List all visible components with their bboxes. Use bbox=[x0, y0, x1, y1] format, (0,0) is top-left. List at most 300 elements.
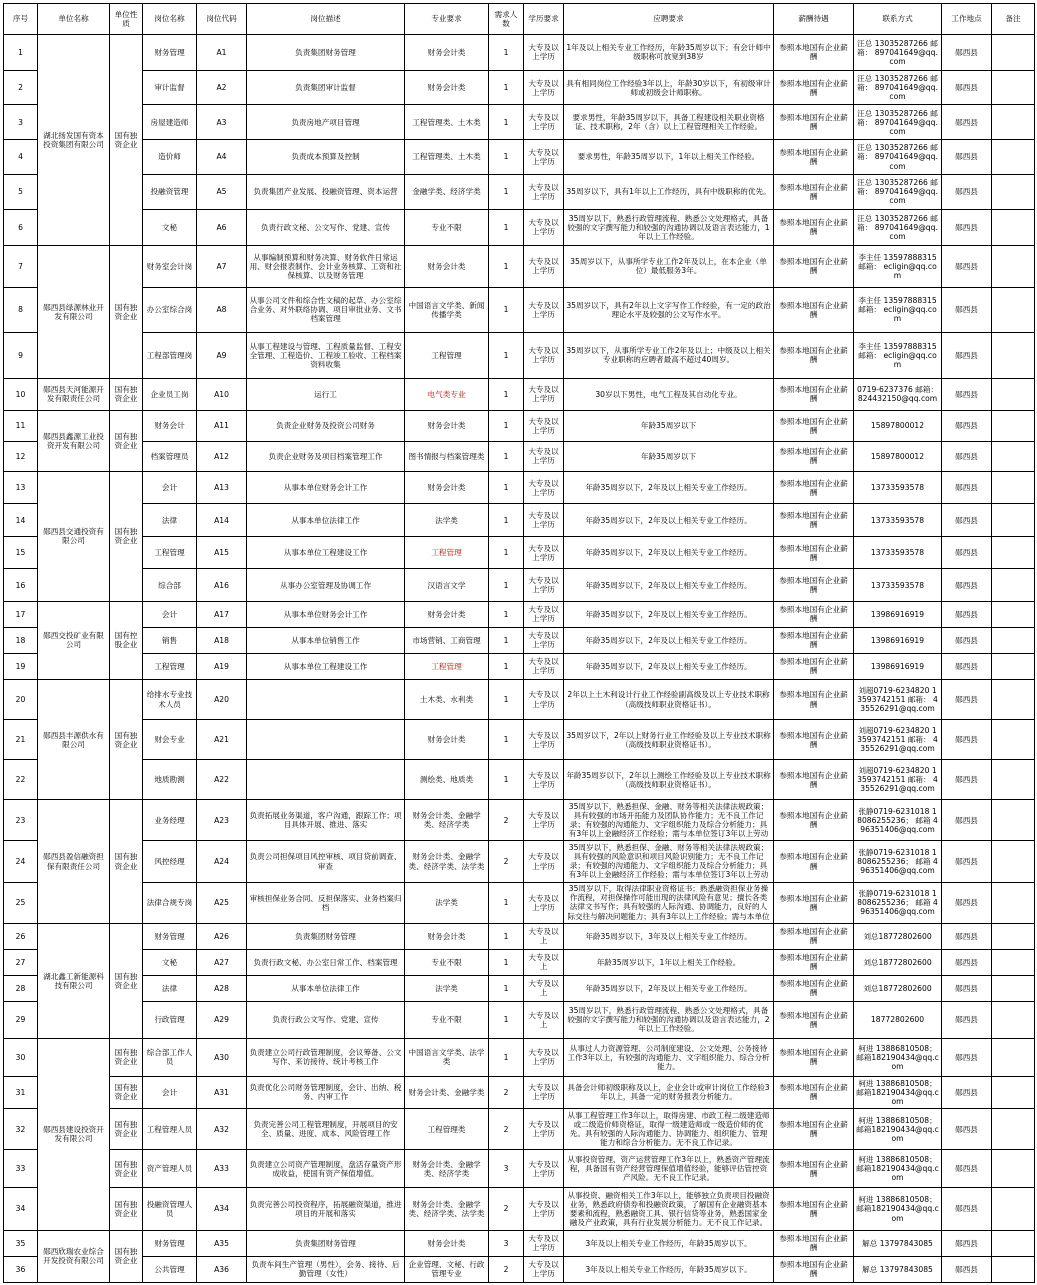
position-desc: 负责行政公文写作、党建、宣传 bbox=[247, 1001, 405, 1038]
unit-name: 郧西县天河能源开发有限责任公司 bbox=[38, 378, 110, 411]
unit-nature: 国有独资企业 bbox=[110, 1230, 143, 1282]
headcount: 1 bbox=[489, 923, 524, 949]
education: 大专及以上学历 bbox=[524, 35, 564, 71]
headcount: 1 bbox=[489, 949, 524, 975]
header-pay: 薪酬待遇 bbox=[774, 4, 854, 35]
headcount: 2 bbox=[489, 841, 524, 882]
header-edu: 学历要求 bbox=[524, 4, 564, 35]
unit-nature: 国有独资企业 bbox=[110, 679, 143, 799]
position-desc: 从事公司文件和综合性文稿的起草、办公室综合业务、对外联络协调、项目审批业务、文书档案管理 bbox=[247, 287, 405, 333]
position-desc: 从事办公室管理及协调工作 bbox=[247, 569, 405, 602]
position-desc: 负责完善公司投资程序，拓展融资渠道，推进项目的开展和落实 bbox=[247, 1188, 405, 1230]
unit-name: 郧西县鑫源工业投资开发有限公司 bbox=[38, 411, 110, 472]
major-requirement: 金融学类、经济学类 bbox=[405, 174, 489, 209]
salary: 参照本地国有企业薪酬 bbox=[774, 760, 854, 800]
education: 大专及以上 bbox=[524, 923, 564, 949]
application-requirement: 年龄35周岁以下，3年及以上相关专业工作经历。 bbox=[564, 923, 774, 949]
application-requirement: 年龄35周岁以下，2年及以上相关专业工作经历。 bbox=[564, 653, 774, 679]
position-code: A1 bbox=[197, 35, 247, 71]
contact-info: 13986916919 bbox=[854, 627, 942, 653]
contact-info: 汪总 13035287266 邮箱： 897041649@qq.com bbox=[854, 35, 942, 71]
headcount: 1 bbox=[489, 504, 524, 537]
education: 大专及以上学历 bbox=[524, 1188, 564, 1230]
headcount: 1 bbox=[489, 760, 524, 800]
major-requirement: 财务会计类、金融学类 bbox=[405, 1076, 489, 1109]
unit-nature: 国有独资企业 bbox=[110, 1150, 143, 1188]
education: 大专及以上 bbox=[524, 949, 564, 975]
major-requirement: 法学类 bbox=[405, 975, 489, 1001]
education: 大专及以上学历 bbox=[524, 627, 564, 653]
position-name: 造价师 bbox=[143, 140, 197, 175]
contact-info: 0719-6237376 邮箱： 824432150@qq.com bbox=[854, 378, 942, 411]
application-requirement: 年龄35周岁以下，2年及以上相关专业工作经历。 bbox=[564, 471, 774, 504]
major-requirement: 工程管理 bbox=[405, 653, 489, 679]
table-row bbox=[4, 35, 1035, 71]
application-requirement: 要求男性，年龄35周岁以下，1年以上相关工作经验。 bbox=[564, 140, 774, 175]
major-requirement: 财务会计类 bbox=[405, 70, 489, 105]
position-code: A23 bbox=[197, 800, 247, 841]
salary: 参照本地国有企业薪酬 bbox=[774, 923, 854, 949]
row-number: 23 bbox=[4, 800, 38, 841]
row-number: 16 bbox=[4, 569, 38, 602]
unit-name: 郧西县盈信融资担保有限责任公司 bbox=[38, 800, 110, 924]
position-name: 会计 bbox=[143, 1076, 197, 1109]
application-requirement: 具备会计师初级职称及以上，企业会计或审计岗位工作经验3年以上，具备一定的财务报表分析能力。 bbox=[564, 1076, 774, 1109]
work-location: 郧西县 bbox=[942, 800, 992, 841]
position-desc: 负责集团财务管理 bbox=[247, 1230, 405, 1256]
position-code: A5 bbox=[197, 174, 247, 209]
salary: 参照本地国有企业薪酬 bbox=[774, 105, 854, 140]
position-code: A18 bbox=[197, 627, 247, 653]
work-location: 郧西县 bbox=[942, 569, 992, 602]
table-row bbox=[4, 174, 1035, 209]
application-requirement: 35周岁以下，从事所学专业工作2年及以上；中级及以上相关专业职称的应聘者最高不超过40周岁。 bbox=[564, 333, 774, 379]
row-number: 13 bbox=[4, 471, 38, 504]
position-desc: 从事本单位工程建设工作 bbox=[247, 536, 405, 569]
application-requirement: 35周岁以下，熟悉行政管理流程、熟悉公文处理格式，具备较强的文字撰写能力和较强的沟通协调以及语言表达能力，1年以上工作经验。 bbox=[564, 209, 774, 246]
row-number: 29 bbox=[4, 1001, 38, 1038]
position-name: 给排水专业技术人员 bbox=[143, 679, 197, 719]
position-desc: 从事本单位法律工作 bbox=[247, 504, 405, 537]
application-requirement: 1年及以上相关专业工作经历，年龄35周岁以下；有会计师中级职称可放宽到38岁 bbox=[564, 35, 774, 71]
remarks bbox=[992, 627, 1035, 653]
application-requirement bbox=[564, 800, 774, 841]
contact-info: 李主任 13597888315 邮箱： ecligin@qq.com bbox=[854, 246, 942, 287]
work-location: 郧西县 bbox=[942, 949, 992, 975]
position-name: 风控经理 bbox=[143, 841, 197, 882]
salary: 参照本地国有企业薪酬 bbox=[774, 841, 854, 882]
row-number: 31 bbox=[4, 1076, 38, 1109]
contact-info: 刘总18772802600 bbox=[854, 923, 942, 949]
unit-nature: 国有独资企业 bbox=[110, 1188, 143, 1230]
header-no: 序号 bbox=[4, 4, 38, 35]
position-desc: 负责优化公司财务管理制度，会计、出纳、税务、内审工作 bbox=[247, 1076, 405, 1109]
table-row bbox=[4, 800, 1035, 841]
header-position: 岗位名称 bbox=[143, 4, 197, 35]
headcount: 2 bbox=[489, 1188, 524, 1230]
contact-info: 汪总 13035287266 邮箱： 897041649@qq.com bbox=[854, 140, 942, 175]
remarks bbox=[992, 378, 1035, 411]
major-requirement: 专业不限 bbox=[405, 1001, 489, 1038]
education: 大专及以上学历 bbox=[524, 536, 564, 569]
unit-nature: 国有独资企业 bbox=[110, 800, 143, 924]
position-desc: 负责企业财务及项目档案管理工作 bbox=[247, 441, 405, 471]
application-requirement: 2年以上土木利设计行业工作经验副高级及以上专业技术职称（高级技师职业资格证书）。 bbox=[564, 679, 774, 719]
row-number: 36 bbox=[4, 1256, 38, 1282]
remarks bbox=[992, 333, 1035, 379]
application-requirement: 35周岁以下，熟悉行政管理流程、熟悉公文处理格式，具备较强的文字撰写能力和较强的沟通协调以及语言表达能力，2年以上工作经验。 bbox=[564, 1001, 774, 1038]
salary: 参照本地国有企业薪酬 bbox=[774, 1230, 854, 1256]
application-requirement: 年龄35周岁以下，2年以上测绘工作经验及以上专业技术职称（高级技师职业资格证书）。 bbox=[564, 760, 774, 800]
row-number: 5 bbox=[4, 174, 38, 209]
education: 大专及以上学历 bbox=[524, 209, 564, 246]
position-code: A10 bbox=[197, 378, 247, 411]
salary: 参照本地国有企业薪酬 bbox=[774, 209, 854, 246]
position-name: 企业员工岗 bbox=[143, 378, 197, 411]
remarks bbox=[992, 1188, 1035, 1230]
position-name: 工程管理人员 bbox=[143, 1109, 197, 1150]
unit-nature: 国有独资企业 bbox=[110, 1038, 143, 1076]
position-desc: 从事本单位法律工作 bbox=[247, 975, 405, 1001]
salary: 参照本地国有企业薪酬 bbox=[774, 1150, 854, 1188]
position-code: A34 bbox=[197, 1188, 247, 1230]
table-row bbox=[4, 471, 1035, 504]
position-code: A33 bbox=[197, 1150, 247, 1188]
row-number: 28 bbox=[4, 975, 38, 1001]
education: 大专及以上 bbox=[524, 975, 564, 1001]
remarks bbox=[992, 209, 1035, 246]
row-number: 26 bbox=[4, 923, 38, 949]
row-number: 14 bbox=[4, 504, 38, 537]
row-number: 21 bbox=[4, 720, 38, 760]
contact-info: 13986916919 bbox=[854, 653, 942, 679]
application-requirement: 年龄35周岁以下，1年以上相关工作经验。 bbox=[564, 949, 774, 975]
remarks bbox=[992, 504, 1035, 537]
unit-name: 郧西交投矿业有限公司 bbox=[38, 601, 110, 679]
position-desc bbox=[247, 760, 405, 800]
education: 大专及以上学历 bbox=[524, 174, 564, 209]
application-requirement: 年龄35周岁以下，2年及以上相关专业工作经历。 bbox=[564, 975, 774, 1001]
major-requirement: 专业不限 bbox=[405, 949, 489, 975]
position-desc: 负责行政文秘、公文写作、党建、宣传 bbox=[247, 209, 405, 246]
education: 大专及以上学历 bbox=[524, 1150, 564, 1188]
headcount: 2 bbox=[489, 1076, 524, 1109]
header-contact: 联系方式 bbox=[854, 4, 942, 35]
remarks bbox=[992, 720, 1035, 760]
row-number: 33 bbox=[4, 1150, 38, 1188]
contact-info: 柯进 13886810508； 邮箱182190434@qq.com bbox=[854, 1076, 942, 1109]
position-name: 会计 bbox=[143, 471, 197, 504]
education: 大专及以上学历 bbox=[524, 287, 564, 333]
position-name: 投融资管理 bbox=[143, 174, 197, 209]
education: 大专及以上 bbox=[524, 1001, 564, 1038]
headcount: 3 bbox=[489, 1150, 524, 1188]
recruitment-table bbox=[3, 3, 1035, 1283]
salary: 参照本地国有企业薪酬 bbox=[774, 569, 854, 602]
work-location: 郧西县 bbox=[942, 35, 992, 71]
position-desc: 负责完善公司工程管理制度，开展项目的安全、质量、进度、成本、风险管理工作 bbox=[247, 1109, 405, 1150]
table-row bbox=[4, 1076, 1035, 1109]
major-requirement: 法学类 bbox=[405, 882, 489, 923]
position-desc: 负责拓展业务渠道，客户沟通，跟踪工作；项目具体开展、推进、落实 bbox=[247, 800, 405, 841]
application-requirement: 30岁以下男性，电气工程及其自动化专业。 bbox=[564, 378, 774, 411]
headcount: 1 bbox=[489, 679, 524, 719]
table-row bbox=[4, 1188, 1035, 1230]
work-location: 郧西县 bbox=[942, 1076, 992, 1109]
table-row bbox=[4, 679, 1035, 719]
position-code: A22 bbox=[197, 760, 247, 800]
application-requirement-text: 从事投资、融资相关工作3年以上，能够独立负责项目投融资业务，熟悉政府债券和投融资政策，了解国有企业融资基本要素和流程，熟悉融资工具、银行信贷等业务，熟悉国家金融及产业政策，具有行业发展分析能力。无不良工作记录。 bbox=[567, 1190, 770, 1228]
headcount: 1 bbox=[489, 246, 524, 287]
position-code: A21 bbox=[197, 720, 247, 760]
position-code: A29 bbox=[197, 1001, 247, 1038]
contact-info: 13733593578 bbox=[854, 569, 942, 602]
work-location: 郧西县 bbox=[942, 760, 992, 800]
position-desc: 负责车间生产管理（男性），会务、接待、后勤管理（女性） bbox=[247, 1256, 405, 1282]
salary: 参照本地国有企业薪酬 bbox=[774, 1001, 854, 1038]
position-name: 行政管理 bbox=[143, 1001, 197, 1038]
application-requirement: 要求男性，年龄35周岁以下，具备工程建设相关职业资格证、技术职称，2年（含）以上工程管理相关工作经验。 bbox=[564, 105, 774, 140]
contact-info: 张静0719-6231018 18086255236； 邮箱 496351406@qq.com bbox=[854, 800, 942, 841]
contact-info: 刘超0719-6234820 13593742151 邮箱： 435526291@qq.com bbox=[854, 760, 942, 800]
row-number: 17 bbox=[4, 601, 38, 627]
major-requirement: 专业不限 bbox=[405, 209, 489, 246]
work-location: 郧西县 bbox=[942, 246, 992, 287]
headcount: 1 bbox=[489, 601, 524, 627]
position-desc: 从事本单位销售工作 bbox=[247, 627, 405, 653]
application-requirement-text: 35周岁以下，熟悉担保、金融、财务等相关法律法规政策；具有较强的风险意识和项目风险识别能力；无不良工作记录；有较强的沟通能力、文字组织能力及综合分析能力；具有3年以上金融经济工作经验；需与本单位签订3年以上劳动 bbox=[568, 843, 769, 880]
position-code: A27 bbox=[197, 949, 247, 975]
contact-info: 18772802600 bbox=[854, 1001, 942, 1038]
position-code: A12 bbox=[197, 441, 247, 471]
row-number: 4 bbox=[4, 140, 38, 175]
row-number: 1 bbox=[4, 35, 38, 71]
headcount: 1 bbox=[489, 882, 524, 923]
position-desc: 负责集团产业发展、投融资管理、资本运营 bbox=[247, 174, 405, 209]
header-row bbox=[4, 4, 1035, 35]
position-code: A14 bbox=[197, 504, 247, 537]
work-location: 郧西县 bbox=[942, 471, 992, 504]
position-name: 财务会计 bbox=[143, 411, 197, 441]
major-requirement: 电气类专业 bbox=[405, 378, 489, 411]
headcount: 1 bbox=[489, 140, 524, 175]
major-requirement: 财务会计类 bbox=[405, 246, 489, 287]
position-desc: 运行工 bbox=[247, 378, 405, 411]
table-row bbox=[4, 287, 1035, 333]
salary: 参照本地国有企业薪酬 bbox=[774, 441, 854, 471]
application-requirement-text: 35周岁以下，取得法律职业资格证书；熟悉融资担保业务操作流程，对担保操作可能出现的法律风险有意见；擅长各类法律文书写作；具有较强的人际沟通、协调能力，良好的人际交往与解决问题能力；具有3年以上工作经验；需与本单位 bbox=[567, 884, 770, 921]
position-desc: 负责行政文秘、办公室日常工作、档案管理 bbox=[247, 949, 405, 975]
contact-info: 解总 13797843085 bbox=[854, 1256, 942, 1282]
position-desc: 负责房地产项目管理 bbox=[247, 105, 405, 140]
major-requirement: 中国语言文学类、法学类 bbox=[405, 1038, 489, 1076]
contact-info: 解总 13797843085 bbox=[854, 1230, 942, 1256]
position-name: 投融资管理人员 bbox=[143, 1188, 197, 1230]
application-requirement: 3年及以上相关专业工作经历，年龄35周岁以下。 bbox=[564, 1230, 774, 1256]
remarks bbox=[992, 1038, 1035, 1076]
table-row bbox=[4, 1001, 1035, 1038]
remarks bbox=[992, 174, 1035, 209]
position-name: 办公室综合岗 bbox=[143, 287, 197, 333]
salary: 参照本地国有企业薪酬 bbox=[774, 333, 854, 379]
work-location: 郧西县 bbox=[942, 536, 992, 569]
row-number: 30 bbox=[4, 1038, 38, 1076]
position-name: 工程管理 bbox=[143, 653, 197, 679]
application-requirement: 具有相同岗位工作经验3年以上，年龄30岁以下，有初级审计师或初级会计师职称。 bbox=[564, 70, 774, 105]
row-number: 25 bbox=[4, 882, 38, 923]
table-row bbox=[4, 246, 1035, 287]
position-name: 审计监督 bbox=[143, 70, 197, 105]
remarks bbox=[992, 975, 1035, 1001]
work-location: 郧西县 bbox=[942, 1109, 992, 1150]
remarks bbox=[992, 441, 1035, 471]
table-row bbox=[4, 882, 1035, 923]
salary: 参照本地国有企业薪酬 bbox=[774, 536, 854, 569]
headcount: 1 bbox=[489, 536, 524, 569]
position-code: A17 bbox=[197, 601, 247, 627]
salary: 参照本地国有企业薪酬 bbox=[774, 1188, 854, 1230]
position-desc: 负责企业财务及投资公司财务 bbox=[247, 411, 405, 441]
major-requirement: 市场营销、工商管理 bbox=[405, 627, 489, 653]
unit-nature: 国有控股企业 bbox=[110, 601, 143, 679]
salary: 参照本地国有企业薪酬 bbox=[774, 70, 854, 105]
education: 大专及以上学历 bbox=[524, 800, 564, 841]
table-row bbox=[4, 975, 1035, 1001]
position-desc: 负责集团审计监督 bbox=[247, 70, 405, 105]
position-code: A4 bbox=[197, 140, 247, 175]
education: 大专及以上学历 bbox=[524, 882, 564, 923]
unit-nature: 国有独资企业 bbox=[110, 923, 143, 1038]
remarks bbox=[992, 653, 1035, 679]
position-code: A35 bbox=[197, 1230, 247, 1256]
table-row bbox=[4, 841, 1035, 882]
unit-name: 郧西县建设投资开发有限公司 bbox=[38, 1038, 110, 1230]
position-code: A36 bbox=[197, 1256, 247, 1282]
row-number: 24 bbox=[4, 841, 38, 882]
work-location: 郧西县 bbox=[942, 975, 992, 1001]
position-code: A19 bbox=[197, 653, 247, 679]
row-number: 20 bbox=[4, 679, 38, 719]
contact-info: 柯进 13886810508； 邮箱182190434@qq.com bbox=[854, 1109, 942, 1150]
contact-info: 13733593578 bbox=[854, 504, 942, 537]
header-major: 专业要求 bbox=[405, 4, 489, 35]
headcount: 1 bbox=[489, 411, 524, 441]
unit-name: 郧西县交通投资有限公司 bbox=[38, 471, 110, 601]
unit-nature: 国有独资企业 bbox=[110, 1109, 143, 1150]
education: 大专及以上学历 bbox=[524, 1256, 564, 1282]
work-location: 郧西县 bbox=[942, 1150, 992, 1188]
work-location: 郧西县 bbox=[942, 679, 992, 719]
position-code: A15 bbox=[197, 536, 247, 569]
position-name: 工程部管理岗 bbox=[143, 333, 197, 379]
headcount: 1 bbox=[489, 471, 524, 504]
education: 大专及以上学历 bbox=[524, 504, 564, 537]
application-requirement: 年龄35周岁以下，2年及以上相关专业工作经历。 bbox=[564, 627, 774, 653]
position-code: A11 bbox=[197, 411, 247, 441]
position-desc: 负责建立公司资产管理制度，盘活存量资产形成收益，使国有资产保值增值。 bbox=[247, 1150, 405, 1188]
position-name: 财务管理 bbox=[143, 35, 197, 71]
salary: 参照本地国有企业薪酬 bbox=[774, 287, 854, 333]
table-row bbox=[4, 1230, 1035, 1256]
education: 大专及以上学历 bbox=[524, 1038, 564, 1076]
contact-info: 柯进 13886810508； 邮箱182190434@qq.com bbox=[854, 1188, 942, 1230]
position-name: 法律 bbox=[143, 504, 197, 537]
application-requirement bbox=[564, 1109, 774, 1150]
header-count: 需求人数 bbox=[489, 4, 524, 35]
table-row bbox=[4, 333, 1035, 379]
work-location: 郧西县 bbox=[942, 627, 992, 653]
major-requirement: 工程管理 bbox=[405, 536, 489, 569]
work-location: 郧西县 bbox=[942, 653, 992, 679]
salary: 参照本地国有企业薪酬 bbox=[774, 1038, 854, 1076]
salary: 参照本地国有企业薪酬 bbox=[774, 601, 854, 627]
position-code: A7 bbox=[197, 246, 247, 287]
position-desc bbox=[247, 679, 405, 719]
row-number: 19 bbox=[4, 653, 38, 679]
major-requirement: 工程管理 bbox=[405, 333, 489, 379]
work-location: 郧西县 bbox=[942, 882, 992, 923]
position-desc: 从事本单位财务会计工作 bbox=[247, 471, 405, 504]
table-body bbox=[4, 35, 1035, 1283]
unit-nature: 国有独资企业 bbox=[110, 1076, 143, 1109]
row-number: 12 bbox=[4, 441, 38, 471]
position-desc bbox=[247, 720, 405, 760]
position-desc: 负责成本预算及控制 bbox=[247, 140, 405, 175]
remarks bbox=[992, 569, 1035, 602]
contact-info: 李主任 13597888315 邮箱： ecligin@qq.com bbox=[854, 287, 942, 333]
application-requirement: 年龄35周岁以下 bbox=[564, 411, 774, 441]
contact-info: 刘超0719-6234820 13593742151 邮箱： 435526291@qq.com bbox=[854, 720, 942, 760]
application-requirement bbox=[564, 841, 774, 882]
work-location: 郧西县 bbox=[942, 333, 992, 379]
position-code: A32 bbox=[197, 1109, 247, 1150]
headcount: 1 bbox=[489, 441, 524, 471]
position-desc: 从事本单位工程建设工作 bbox=[247, 653, 405, 679]
salary: 参照本地国有企业薪酬 bbox=[774, 720, 854, 760]
salary: 参照本地国有企业薪酬 bbox=[774, 504, 854, 537]
table-row bbox=[4, 1256, 1035, 1282]
work-location: 郧西县 bbox=[942, 70, 992, 105]
unit-name: 郧西县绿源林业开发有限公司 bbox=[38, 246, 110, 378]
salary: 参照本地国有企业薪酬 bbox=[774, 411, 854, 441]
application-requirement-text: 35周岁以下，熟悉担保、金融、财务等相关法律法规政策；具有较强的市场开拓能力及团队协作能力；无不良工作记录；有较强的沟通能力、文字组织能力及综合分析能力；具有3年以上金融经济工作经验；需与本单位签订3年以上劳动 bbox=[568, 801, 769, 839]
salary: 参照本地国有企业薪酬 bbox=[774, 174, 854, 209]
position-desc: 负责集团财务管理 bbox=[247, 35, 405, 71]
application-requirement-text: 从事工程管理工作3年以上，取得房建、市政工程二级建造师或二级造价师资格证，取得一级建造师或一级造价师的优先。具有较强的人际沟通能力、协调能力、组织能力、管理能力和综合分析能力。无不良工作记录。 bbox=[567, 1111, 770, 1148]
application-requirement: 3年及以上相关专业工作经历，年龄35周岁以下。 bbox=[564, 1256, 774, 1282]
row-number: 9 bbox=[4, 333, 38, 379]
remarks bbox=[992, 760, 1035, 800]
contact-info: 汪总 13035287266 邮箱： 897041649@qq.com bbox=[854, 174, 942, 209]
major-requirement: 财务会计类、金融学类、经济学类 bbox=[405, 800, 489, 841]
table-row bbox=[4, 569, 1035, 602]
remarks bbox=[992, 882, 1035, 923]
application-requirement: 年龄35周岁以下，2年及以上相关专业工作经历。 bbox=[564, 536, 774, 569]
header-nature: 单位性质 bbox=[110, 4, 143, 35]
remarks bbox=[992, 1256, 1035, 1282]
position-name: 房屋建造师 bbox=[143, 105, 197, 140]
headcount: 3 bbox=[489, 1230, 524, 1256]
position-code: A24 bbox=[197, 841, 247, 882]
position-code: A28 bbox=[197, 975, 247, 1001]
table-row bbox=[4, 105, 1035, 140]
remarks bbox=[992, 949, 1035, 975]
headcount: 1 bbox=[489, 569, 524, 602]
contact-info: 刘超0719-6234820 13593742151 邮箱： 435526291@qq.com bbox=[854, 679, 942, 719]
row-number: 3 bbox=[4, 105, 38, 140]
remarks bbox=[992, 246, 1035, 287]
remarks bbox=[992, 471, 1035, 504]
